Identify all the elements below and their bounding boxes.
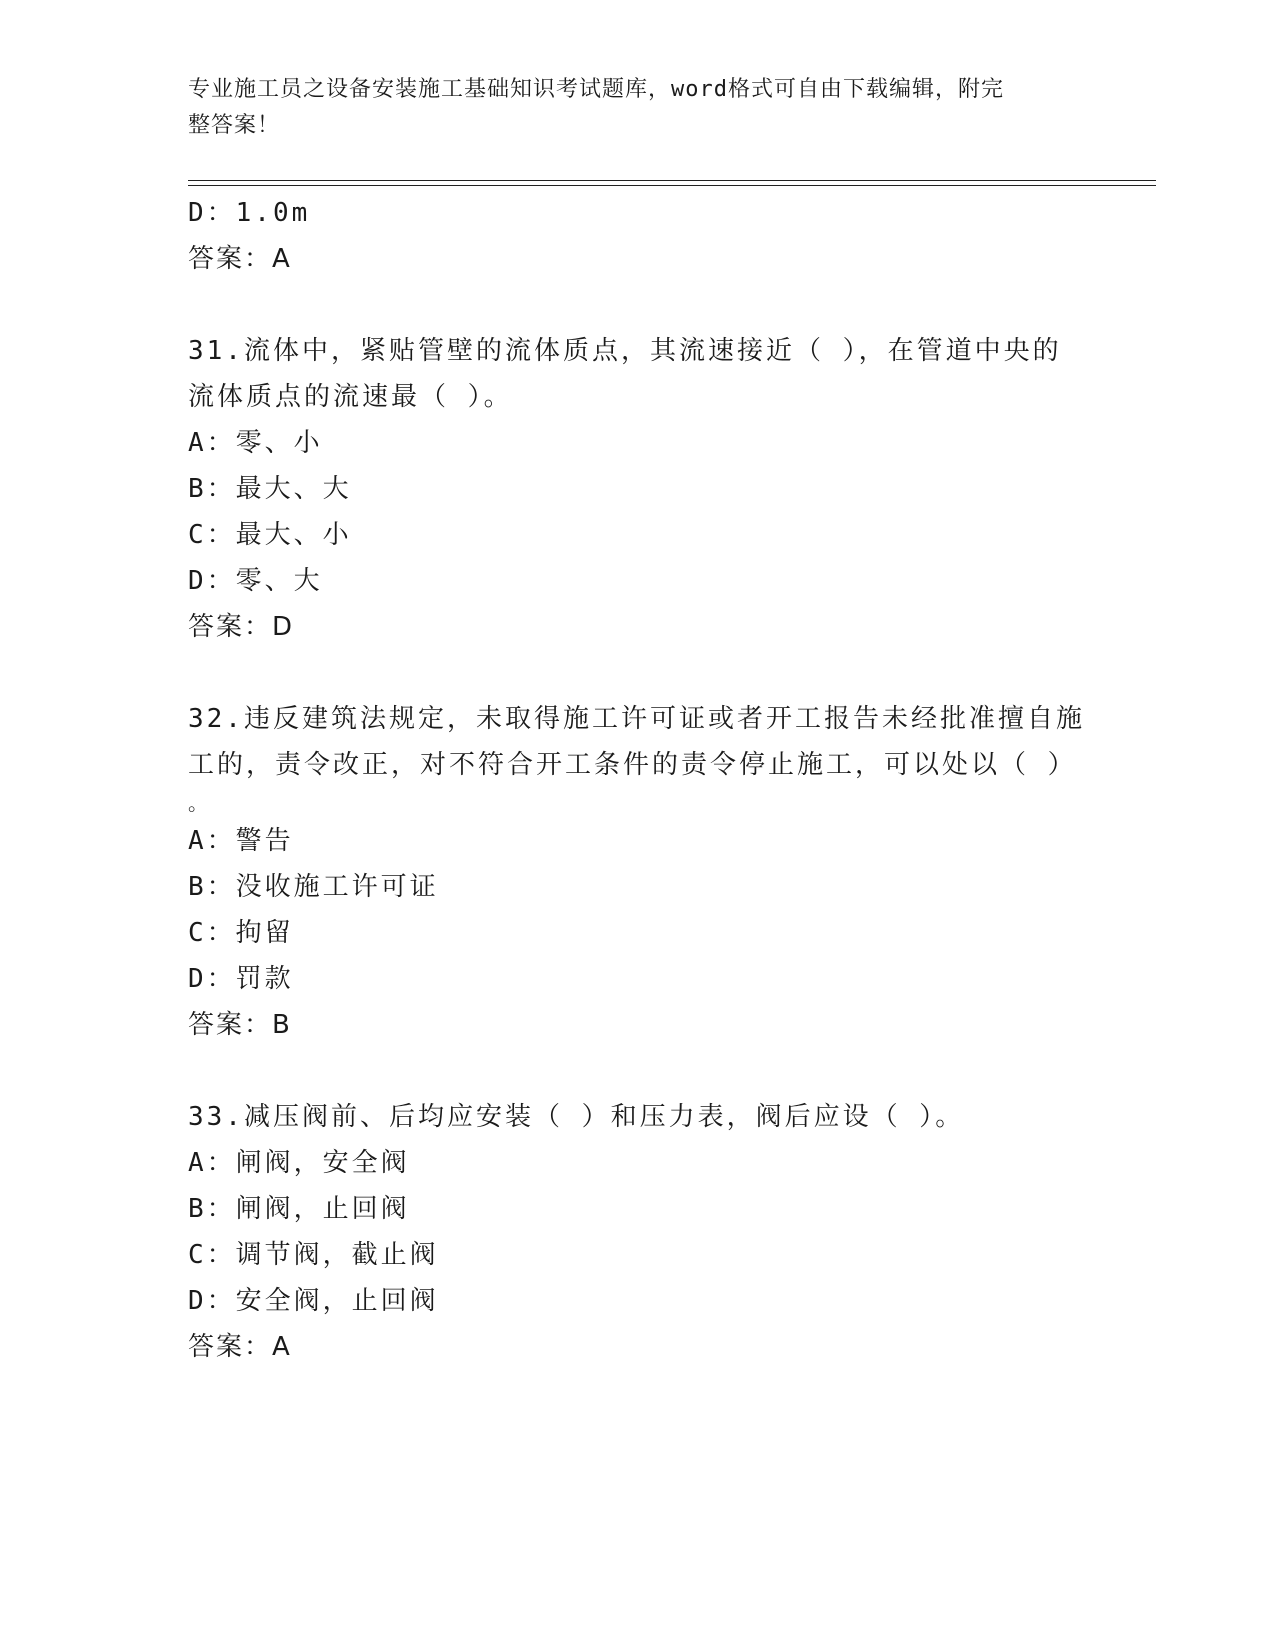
prev-answer: 答案：A	[188, 244, 292, 274]
q32-stem-line-3: 。	[188, 791, 211, 815]
q33-option-b: B：闸阀，止回阀	[188, 1194, 410, 1224]
document-header	[188, 72, 1068, 144]
header-title-line-2: 整答案！	[188, 113, 281, 138]
header-divider-bottom	[188, 185, 1156, 186]
spacer	[188, 282, 1088, 328]
q33-answer: 答案：A	[188, 1332, 292, 1362]
header-divider-top	[188, 180, 1156, 181]
q31-option-c: C：最大、小	[188, 520, 352, 550]
q33-option-a: A：闸阀，安全阀	[188, 1148, 410, 1178]
spacer	[188, 1048, 1088, 1094]
question-content	[188, 190, 1088, 1370]
q32-stem-line-1: 32.违反建筑法规定，未取得施工许可证或者开工报告未经批准擅自施	[188, 704, 1085, 734]
q32-option-c: C：拘留	[188, 918, 294, 948]
prev-option-d: D：1.0m	[188, 198, 311, 228]
q31-option-b: B：最大、大	[188, 474, 352, 504]
q32-option-d: D：罚款	[188, 964, 294, 994]
q33-option-c: C：调节阀，截止阀	[188, 1240, 439, 1270]
q31-option-d: D：零、大	[188, 566, 323, 596]
q32-answer: 答案：B	[188, 1010, 292, 1040]
q33-option-d: D：安全阀，止回阀	[188, 1286, 439, 1316]
q32-option-b: B：没收施工许可证	[188, 872, 439, 902]
q33-stem-line-1: 33.减压阀前、后均应安装（ ）和压力表，阀后应设（ ）。	[188, 1102, 965, 1132]
q32-stem-line-2: 工的，责令改正，对不符合开工条件的责令停止施工，可以处以（ ）	[188, 750, 1077, 780]
q31-option-a: A：零、小	[188, 428, 323, 458]
q31-answer: 答案：D	[188, 612, 295, 642]
header-title-line-1: 专业施工员之设备安装施工基础知识考试题库，word格式可自由下载编辑，附完	[188, 77, 1004, 102]
q31-stem-line-2: 流体质点的流速最（ ）。	[188, 382, 513, 412]
spacer	[188, 650, 1088, 696]
q32-option-a: A：警告	[188, 826, 294, 856]
q31-stem-line-1: 31.流体中，紧贴管壁的流体质点，其流速接近（ ），在管道中央的	[188, 336, 1062, 366]
